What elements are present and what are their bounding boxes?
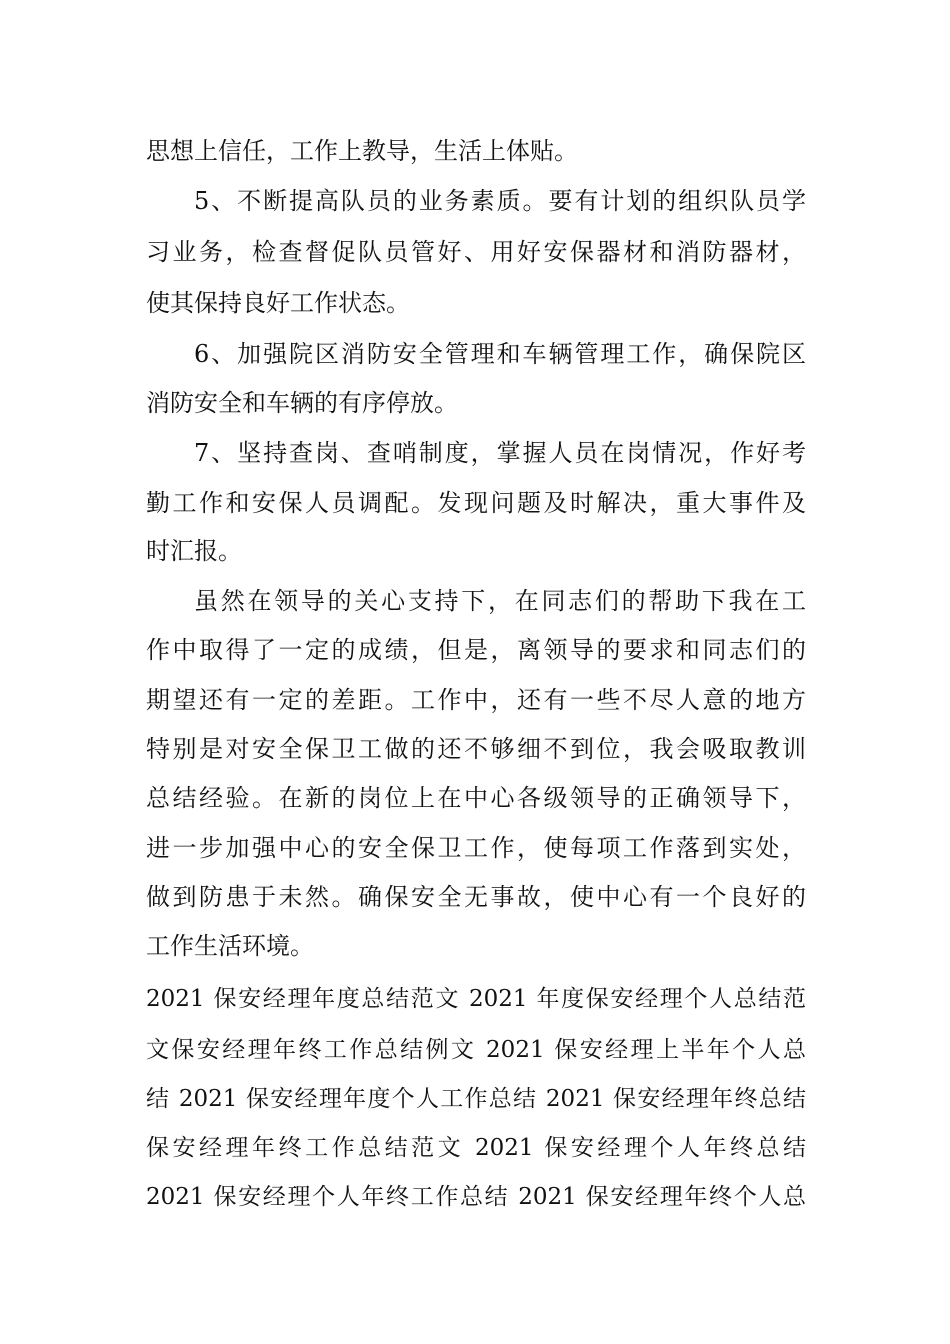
text-line: 使其保持良好工作状态。: [146, 289, 410, 317]
text-line: 做到防患于未然。确保安全无事故，使中心有一个良好的: [146, 883, 806, 911]
text-line: 总结经验。在新的岗位上在中心各级领导的正确领导下，: [146, 784, 806, 812]
text-line: 虽然在领导的关心支持下，在同志们的帮助下我在工: [194, 587, 806, 615]
text-line: 作中取得了一定的成绩，但是，离领导的要求和同志们的: [146, 636, 806, 664]
related-line: 2021 保安经理年度总结范文 2021 年度保安经理个人总结范: [146, 986, 806, 1012]
text-line: 期望还有一定的差距。工作中，还有一些不尽人意的地方: [146, 686, 806, 714]
text-line: 5、不断提高队员的业务素质。要有计划的组织队员学: [194, 187, 806, 215]
related-line: 保安经理年终工作总结范文 2021 保安经理个人年终总结: [146, 1135, 806, 1161]
text-line: 思想上信任，工作上教导，生活上体贴。: [146, 137, 578, 165]
related-line: 结 2021 保安经理年度个人工作总结 2021 保安经理年终总结: [146, 1086, 806, 1112]
text-line: 习业务，检查督促队员管好、用好安保器材和消防器材，: [146, 238, 806, 266]
text-line: 6、加强院区消防安全管理和车辆管理工作，确保院区: [194, 340, 806, 368]
text-line: 7、坚持查岗、查哨制度，掌握人员在岗情况，作好考: [194, 439, 806, 467]
text-line: 消防安全和车辆的有序停放。: [146, 389, 458, 417]
text-line: 工作生活环境。: [146, 932, 314, 960]
text-line: 进一步加强中心的安全保卫工作，使每项工作落到实处，: [146, 834, 806, 862]
text-line: 时汇报。: [146, 537, 242, 565]
related-line: 2021 保安经理个人年终工作总结 2021 保安经理年终个人总: [146, 1184, 806, 1210]
text-line: 勤工作和安保人员调配。发现问题及时解决，重大事件及: [146, 489, 806, 517]
text-line: 特别是对安全保卫工做的还不够细不到位，我会吸取教训: [146, 735, 806, 763]
related-line: 文保安经理年终工作总结例文 2021 保安经理上半年个人总: [146, 1037, 806, 1063]
